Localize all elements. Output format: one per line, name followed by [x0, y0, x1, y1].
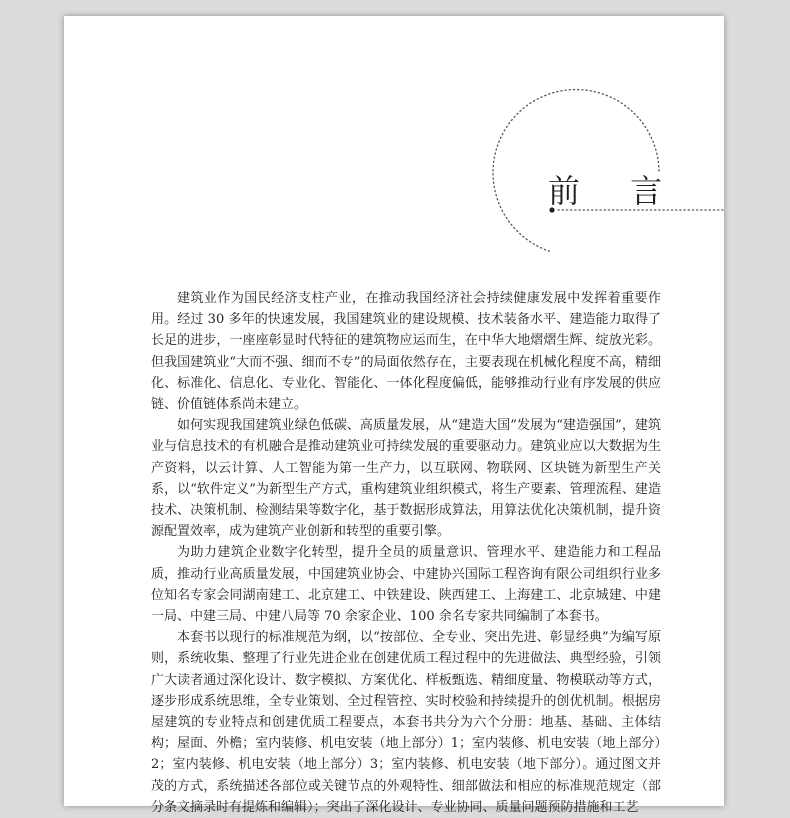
paragraph-4: 本套书以现行的标准规范为纲，以“按部位、全专业、突出先进、彰显经典”为编写原则，系统收集、整理了行业先进企业在创建优质工程过程中的先进做法、典型经验，引领广大读者通过深化设计、数字模拟、方案优化、样板甄选、精细度量、物模联动等方式，逐步形成系统思维，全专业策划、全过程管控、实时校验和持续提升的创优机制。根据房屋建筑的专业特点和创建优质工程要点，本套书共分为六个分册：地基、基础、主体结构；屋面、外檐；室内装修、机电安装（地上部分）1；室内装修、机电安装（地上部分）2；室内装修、机电安装（地上部分）3；室内装修、机电安装（地下部分）。通过图文并茂的方式，系统描述各部位或关键节点的外观特性、细部做法和相应的标准规范规定（部分条文摘录时有提炼和编辑）；突出了深化设计、专业协同、质量问题预防措施和工艺	[151, 630, 661, 815]
paragraph-3: 为助力建筑企业数字化转型，提升全员的质量意识、管理水平、建造能力和工程品质，推动行业高质量发展，中国建筑业协会、中建协兴国际工程咨询有限公司组织行业多位知名专家会同湖南建工、北京建工、中铁建设、陕西建工、上海建工、北京城建、中建一局、中建三局、中建八局等 70 余家企业、100 余名专家共同编制了本套书。	[151, 545, 661, 625]
page-title: 前 言	[548, 172, 683, 210]
book-page	[64, 16, 724, 815]
paragraph-2: 如何实现我国建筑业绿色低碳、高质量发展，从“建造大国”发展为“建造强国”，建筑业与信息技术的有机融合是推动建筑业可持续发展的重要驱动力。建筑业应以大数据为生产资料，以云计算、人工智能为第一生产力，以互联网、物联网、区块链为新型生产关系，以“软件定义”为新型生产方式，重构建筑业组织模式，将生产要素、管理流程、建造技术、决策机制、检测结果等数字化，基于数据形成算法，用算法优化决策机制，提升资源配置效率，成为建筑产业创新和转型的重要引擎。	[151, 418, 661, 540]
paragraph-1: 建筑业作为国民经济支柱产业，在推动我国经济社会持续健康发展中发挥着重要作用。经过 30 多年的快速发展，我国建筑业的建设规模、技术装备水平、建造能力取得了长足的进步，一座座彰显时代特征的建筑物应运而生，在中华大地熠熠生辉、绽放光彩。但我国建筑业“大而不强、细而不专”的局面依然存在，主要表现在机械化程度不高，精细化、标准化、信息化、专业化、智能化、一体化程度偏低，能够推动行业有序发展的供应链、价值链体系尚未建立。	[151, 291, 661, 413]
preface-body	[151, 288, 661, 818]
